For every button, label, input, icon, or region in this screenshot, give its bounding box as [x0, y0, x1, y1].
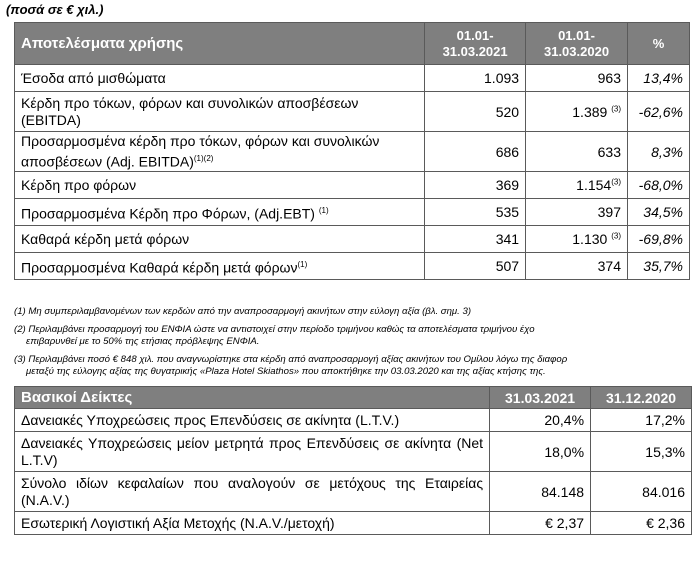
row-value-2: 15,3%	[591, 432, 692, 472]
row-value-2020-text: 1.154	[576, 177, 612, 193]
row-pct: 35,7%	[627, 253, 689, 280]
row-pct: -62,6%	[627, 92, 689, 132]
unit-note: (ποσά σε € χιλ.)	[6, 2, 104, 17]
results-header-2020-line1: 01.01-	[558, 27, 595, 43]
footnotes	[14, 306, 700, 384]
row-label: Έσοδα από μισθώματα	[15, 65, 425, 92]
indicators-header-row	[15, 387, 692, 409]
row-pct: 34,5%	[627, 199, 689, 226]
table-row	[15, 432, 692, 472]
row-value-2021: 341	[425, 226, 526, 253]
row-value-1: 20,4%	[490, 409, 591, 432]
table-row	[15, 226, 690, 253]
row-label: Εσωτερική Λογιστική Αξία Μετοχής (N.A.V./μετοχή)	[15, 512, 490, 535]
results-header-2020	[526, 23, 628, 65]
footnote-3-line1: (3) Περιλαμβάνει ποσό € 848 χιλ. που αναγνωρίστηκε στα κέρδη από αναπροσαρμογή αξίας ακινήτων του Ομίλου λόγω της διαφορ	[14, 354, 568, 365]
row-label: Καθαρά κέρδη μετά φόρων	[15, 226, 425, 253]
row-value-2: 17,2%	[591, 409, 692, 432]
results-header-label: Αποτελέσματα χρήσης	[15, 23, 425, 65]
results-header-2021-line1: 01.01-	[456, 27, 494, 43]
table-row	[15, 92, 690, 132]
results-header-2021	[425, 23, 526, 65]
footnote-3	[14, 354, 700, 378]
results-table	[14, 22, 690, 280]
row-label-text: Προσαρμοσμένα Κέρδη προ Φόρων, (Adj.EBT)	[21, 205, 315, 222]
table-row	[15, 199, 690, 226]
table-row	[15, 65, 690, 92]
indicators-header-col1: 31.03.2021	[490, 387, 591, 409]
row-label	[15, 253, 425, 280]
row-label-text: Προσαρμοσμένα Καθαρά κέρδη μετά φόρων	[21, 259, 298, 276]
row-label	[15, 132, 425, 172]
row-value-1: € 2,37	[490, 512, 591, 535]
row-label: Κέρδη προ τόκων, φόρων και συνολικών αποσβέσεων (EBITDA)	[15, 92, 425, 132]
row-label: Δανειακές Υποχρεώσεις μείον μετρητά προς Επενδύσεις σε ακίνητα (Net L.T.V)	[15, 432, 490, 472]
row-value-2020	[526, 172, 628, 199]
row-value-2021: 686	[425, 132, 526, 172]
table-row	[15, 132, 690, 172]
row-value-2020: 397	[526, 199, 628, 226]
row-value-2021: 535	[425, 199, 526, 226]
footnote-2-line2: επιβαρυνθεί με το 50% της ετήσιας πρόβλεψης ΕΝΦΙΑ.	[26, 336, 260, 347]
row-value-2020: 633	[526, 132, 628, 172]
row-pct: -69,8%	[627, 226, 689, 253]
row-value-2020-text: 1.130	[572, 231, 608, 247]
row-value-1: 18,0%	[490, 432, 591, 472]
indicators-table	[14, 386, 692, 535]
row-value-2020	[526, 92, 628, 132]
footnote-2-line1: (2) Περιλαμβάνει προσαρμογή του ΕΝΦΙΑ ώστε να αντιστοιχεί στην περίοδο τριμήνου καθώς τα αποτελέσματα τριμήνου έχο	[14, 324, 535, 335]
table-row	[15, 409, 692, 432]
footnote-3-line2: μεταξύ της εύλογης αξίας της θυγατρικής «Plaza Hotel Skiathos» που αποκτήθηκε την 03.03.2020 και της αξίας κτήσης της.	[26, 366, 546, 377]
row-value-2021: 520	[425, 92, 526, 132]
footnote-2	[14, 324, 700, 348]
row-value-2021: 1.093	[425, 65, 526, 92]
row-label: Δανειακές Υποχρεώσεις προς Επενδύσεις σε ακίνητα (L.T.V.)	[15, 409, 490, 432]
row-value-2: € 2,36	[591, 512, 692, 535]
row-value-2020-text: 1.389	[572, 103, 608, 120]
row-value-2021: 507	[425, 253, 526, 280]
results-header-row	[15, 23, 690, 65]
table-row	[15, 172, 690, 199]
row-label-footnote: (1)	[297, 259, 308, 269]
row-pct: 13,4%	[627, 65, 689, 92]
row-label: Σύνολο ιδίων κεφαλαίων που αναλογούν σε μετόχους της Εταιρείας (N.A.V.)	[15, 472, 490, 512]
row-value-1: 84.148	[490, 472, 591, 512]
table-row	[15, 253, 690, 280]
row-pct: 8,3%	[627, 132, 689, 172]
row-label: Κέρδη προ φόρων	[15, 172, 425, 199]
row-label	[15, 199, 425, 226]
row-value-2020: 963	[526, 65, 628, 92]
indicators-header-col2: 31.12.2020	[591, 387, 692, 409]
indicators-header-label: Βασικοί Δείκτες	[15, 387, 490, 409]
results-header-pct: %	[627, 23, 689, 65]
row-value-2020	[526, 226, 628, 253]
row-value-2021: 369	[425, 172, 526, 199]
row-label-text: Προσαρμοσμένα κέρδη προ τόκων, φόρων και συνολικών αποσβέσεων (Adj. EBITDA)	[21, 132, 380, 170]
table-row	[15, 512, 692, 535]
results-header-2020-line2: 31.03.2020	[543, 43, 610, 59]
row-label-footnote: (1)	[318, 205, 329, 215]
row-pct: -68,0%	[627, 172, 689, 199]
row-label-footnote: (1)(2)	[193, 153, 214, 163]
row-value-2020-footnote: (3)	[611, 103, 621, 113]
row-value-2020-footnote: (3)	[611, 177, 621, 187]
results-header-2021-line2: 31.03.2021	[442, 43, 508, 59]
footnote-1: (1) Μη συμπεριλαμβανομένων των κερδών από την αναπροσαρμογή ακινήτων στην εύλογη αξία (βλ. σημ. 3)	[14, 306, 472, 317]
row-value-2020-footnote: (3)	[611, 231, 621, 241]
table-row	[15, 472, 692, 512]
row-value-2020: 374	[526, 253, 628, 280]
row-value-2: 84.016	[591, 472, 692, 512]
